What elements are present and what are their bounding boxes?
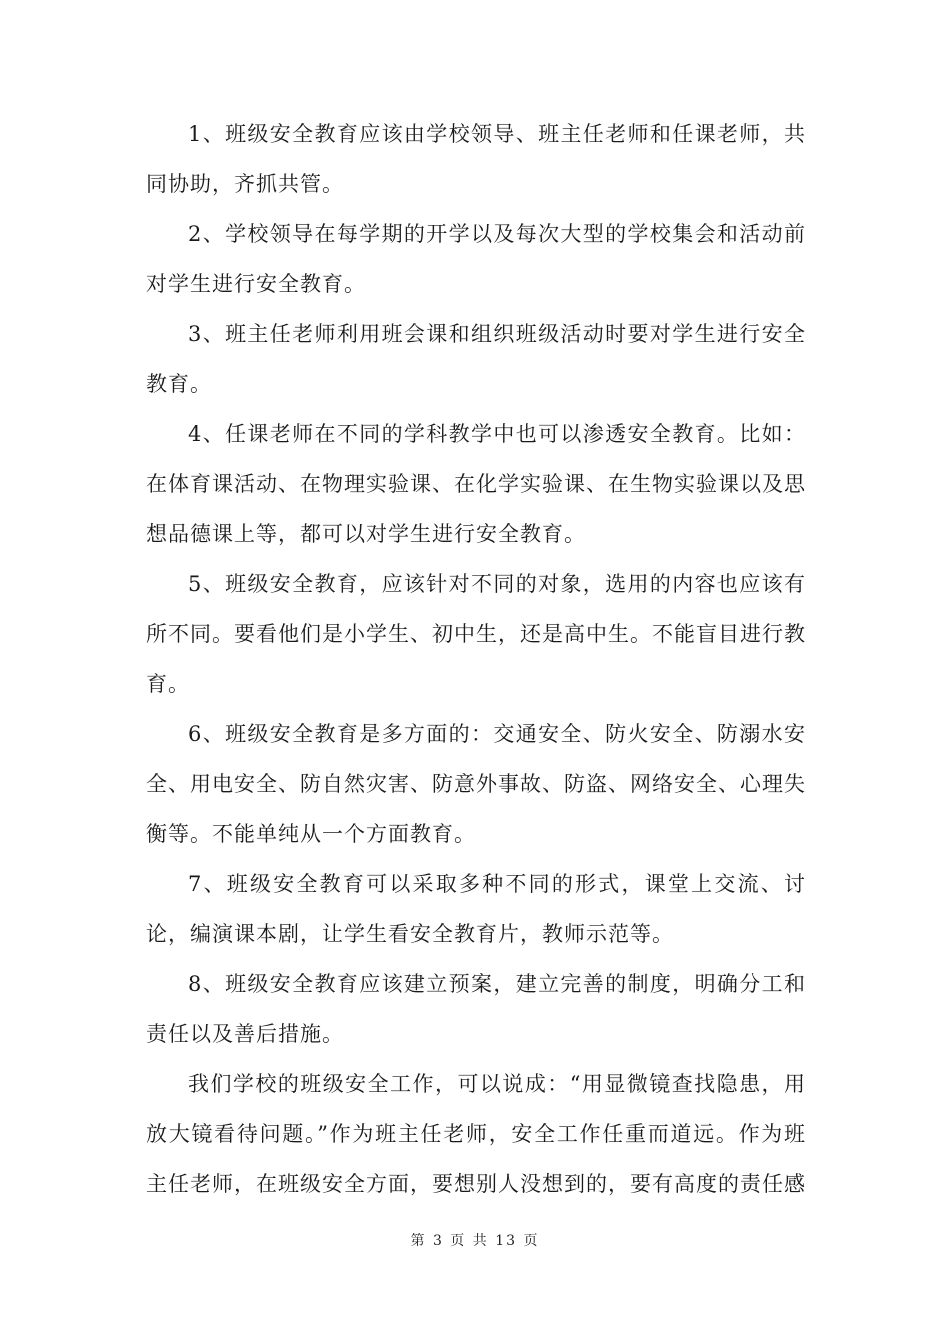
paragraph-4: 4、任课老师在不同的学科教学中也可以渗透安全教育。比如：在体育课活动、在物理实验课、在化学实验课、在生物实验课以及思想品德课上等，都可以对学生进行安全教育。 [146,422,806,546]
paragraph-1: 1、班级安全教育应该由学校领导、班主任老师和任课老师，共同协助，齐抓共管。 [146,122,806,196]
page-number-footer: 第 3 页 共 13 页 [410,1233,540,1249]
paragraph-2: 2、学校领导在每学期的开学以及每次大型的学校集会和活动前对学生进行安全教育。 [146,222,806,296]
paragraph-5: 5、班级安全教育，应该针对不同的对象，选用的内容也应该有所不同。要看他们是小学生、初中生，还是高中生。不能盲目进行教育。 [146,572,806,696]
paragraph-conclusion: 我们学校的班级安全工作，可以说成：“用显微镜查找隐患，用放大镜看待问题。”作为班主任老师，安全工作任重而道远。作为班主任老师，在班级安全方面，要想别人没想到的，要有高度的责任感 [146,1072,806,1196]
paragraph-8: 8、班级安全教育应该建立预案，建立完善的制度，明确分工和责任以及善后措施。 [146,972,806,1046]
document-body [146,109,806,1209]
paragraph-7: 7、班级安全教育可以采取多种不同的形式，课堂上交流、讨论，编演课本剧，让学生看安全教育片，教师示范等。 [146,872,806,946]
paragraph-6: 6、班级安全教育是多方面的：交通安全、防火安全、防溺水安全、用电安全、防自然灾害、防意外事故、防盗、网络安全、心理失衡等。不能单纯从一个方面教育。 [146,722,806,846]
paragraph-3: 3、班主任老师利用班会课和组织班级活动时要对学生进行安全教育。 [146,322,806,396]
